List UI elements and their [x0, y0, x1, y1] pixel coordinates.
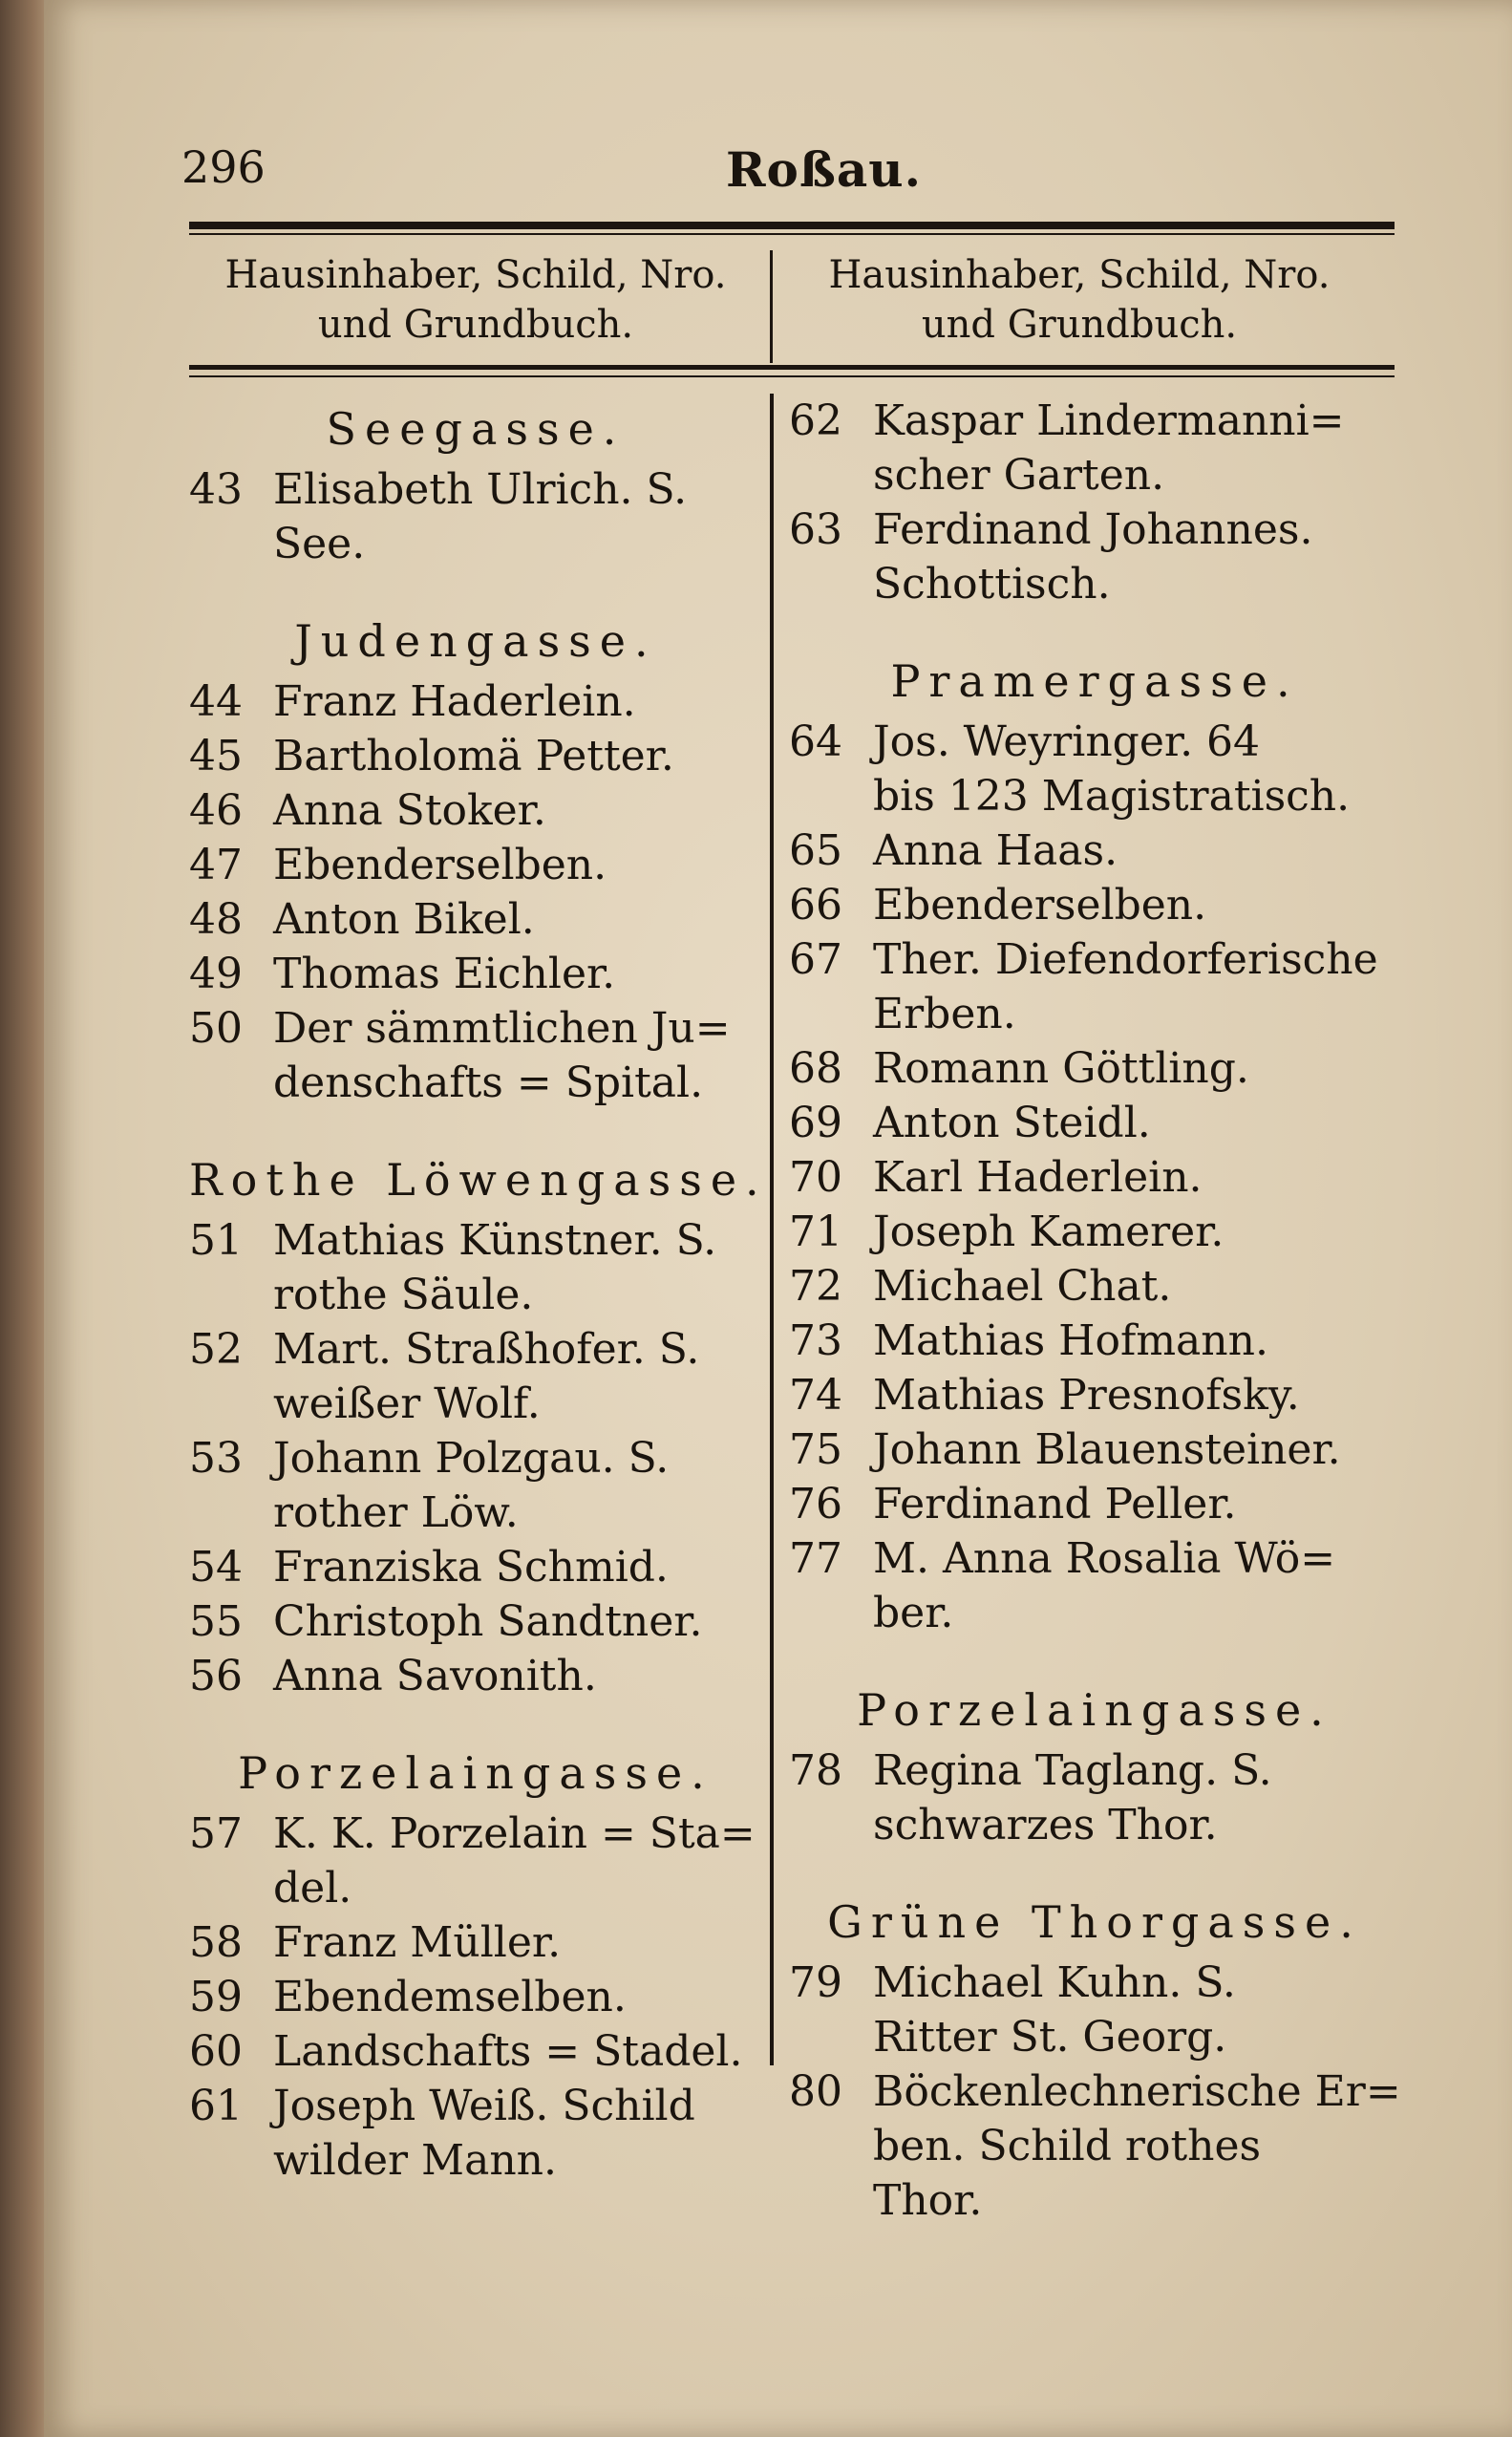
entry-text-line: weißer Wolf. [273, 1379, 541, 1428]
entry-text-line: Mart. Straßhofer. S. [273, 1325, 700, 1374]
top-rule [189, 222, 1395, 229]
house-number: 69 [789, 1099, 842, 1147]
entry-text-line: Jos. Weyringer. 64 [873, 717, 1261, 766]
header-rule-thin [189, 375, 1395, 377]
entry-text-line: Regina Taglang. S. [873, 1746, 1272, 1795]
house-number: 57 [189, 1809, 243, 1858]
entry-text-line: Ebendemselben. [273, 1973, 627, 2021]
running-head: Roßau. [726, 141, 923, 198]
entry-text-line: Ther. Diefendorferische [873, 935, 1378, 984]
house-entry [189, 1213, 762, 1322]
house-entry [189, 1431, 762, 1540]
spacer [789, 611, 1400, 646]
column-header-line: und Grundbuch. [317, 303, 634, 347]
house-number: 61 [189, 2082, 243, 2130]
entry-text-line: schwarzes Thor. [873, 1801, 1218, 1849]
entry-text-line: Christoph Sandtner. [273, 1597, 703, 1646]
house-entry [789, 1314, 1400, 1368]
entry-text-line: Schottisch. [873, 560, 1111, 609]
entry-text-line: Elisabeth Ulrich. S. [273, 465, 688, 514]
house-number: 56 [189, 1652, 243, 1700]
entry-text-line: Ebenderselben. [273, 841, 607, 889]
house-entry [189, 1806, 762, 1915]
house-number: 50 [189, 1004, 243, 1053]
house-number: 80 [789, 2067, 842, 2116]
house-entry [789, 1368, 1400, 1422]
house-number: 65 [789, 826, 842, 875]
house-number: 70 [789, 1153, 842, 1202]
house-entry [189, 2024, 762, 2079]
house-number: 53 [189, 1434, 243, 1483]
header-divider [770, 250, 773, 363]
house-entry [189, 1540, 762, 1594]
street-heading: Grüne Thorgasse. [827, 1896, 1362, 1948]
street-heading: Judengasse. [294, 615, 657, 667]
entry-text-line: Mathias Presnofsky. [873, 1371, 1300, 1420]
house-number: 47 [189, 841, 243, 889]
house-number: 64 [789, 717, 842, 766]
house-number: 75 [789, 1425, 842, 1474]
entry-text-line: rother Löw. [273, 1488, 519, 1537]
house-entry [189, 1649, 762, 1703]
house-entry [189, 1001, 762, 1110]
house-number: 67 [789, 935, 842, 984]
house-number: 49 [189, 950, 243, 998]
entry-text-line: Kaspar Lindermanni= [873, 396, 1345, 445]
entry-text-line: Franz Haderlein. [273, 677, 636, 726]
street-heading: Rothe Löwengasse. [189, 1154, 768, 1206]
entry-text-line: Thomas Eichler. [273, 950, 616, 998]
entry-text-line: M. Anna Rosalia Wö= [873, 1534, 1336, 1583]
house-number: 51 [189, 1216, 243, 1265]
house-entry [789, 394, 1400, 502]
entry-text-line: del. [273, 1864, 352, 1913]
house-entry [189, 783, 762, 838]
house-entry [189, 1915, 762, 1970]
house-number: 76 [789, 1480, 842, 1528]
entry-text-line: See. [273, 520, 366, 568]
entry-text-line: Mathias Künstner. S. [273, 1216, 717, 1265]
column-header-line: und Grundbuch. [921, 303, 1238, 347]
house-number: 59 [189, 1973, 243, 2021]
house-entry [189, 462, 762, 571]
entry-text-line: bis 123 Magistratisch. [873, 772, 1351, 821]
house-entry [189, 947, 762, 1001]
column-header-left [189, 250, 762, 350]
house-number: 44 [189, 677, 243, 726]
house-number: 62 [789, 396, 842, 445]
house-entry [189, 1594, 762, 1649]
entry-text-line: Johann Polzgau. S. [273, 1434, 670, 1483]
spacer [189, 1110, 762, 1144]
house-number: 54 [189, 1543, 243, 1592]
entry-text-line: Karl Haderlein. [873, 1153, 1203, 1202]
spacer [789, 1852, 1400, 1887]
entry-text-line: scher Garten. [873, 451, 1165, 500]
house-number: 63 [789, 505, 842, 554]
right-column [789, 394, 1400, 2228]
entry-text-line: Anton Steidl. [873, 1099, 1151, 1147]
entry-text-line: Erben. [873, 990, 1016, 1038]
entry-text-line: Ebenderselben. [873, 881, 1207, 930]
page-number: 296 [181, 141, 266, 193]
house-entry [789, 1041, 1400, 1096]
entry-text-line: Romann Göttling. [873, 1044, 1249, 1093]
entry-text-line: rothe Säule. [273, 1271, 534, 1319]
house-entry [789, 2064, 1400, 2228]
house-number: 78 [789, 1746, 842, 1795]
house-number: 73 [789, 1316, 842, 1365]
entry-text-line: Ferdinand Peller. [873, 1480, 1237, 1528]
house-number: 48 [189, 895, 243, 944]
entry-text-line: Ritter St. Georg. [873, 2013, 1227, 2062]
house-entry [789, 1205, 1400, 1259]
entry-text-line: Anna Haas. [873, 826, 1118, 875]
entry-text-line: Joseph Weiß. Schild [273, 2082, 695, 2130]
house-entry [189, 2079, 762, 2188]
entry-text-line: Anna Stoker. [273, 786, 546, 835]
house-number: 77 [789, 1534, 842, 1583]
house-number: 46 [189, 786, 243, 835]
house-number: 55 [189, 1597, 243, 1646]
entry-text-line: Johann Blauensteiner. [873, 1425, 1341, 1474]
entry-text-line: Ferdinand Johannes. [873, 505, 1313, 554]
house-entry [189, 1970, 762, 2024]
house-number: 58 [189, 1918, 243, 1967]
street-heading: Porzelaingasse. [857, 1684, 1332, 1736]
house-entry [789, 1422, 1400, 1477]
entry-text-line: Michael Kuhn. S. [873, 1958, 1236, 2007]
entry-text-line: Bartholomä Petter. [273, 732, 674, 780]
house-number: 72 [789, 1262, 842, 1311]
house-entry [189, 674, 762, 729]
house-entry [789, 1150, 1400, 1205]
house-number: 74 [789, 1371, 842, 1420]
house-entry [789, 1096, 1400, 1150]
entry-text-line: Böckenlechnerische Er= [873, 2067, 1401, 2116]
entry-text-line: ber. [873, 1589, 954, 1637]
entry-text-line: ben. Schild rothes [873, 2122, 1262, 2170]
entry-text-line: Landschafts = Stadel. [273, 2027, 743, 2076]
entry-text-line: denschafts = Spital. [273, 1058, 704, 1107]
house-entry [189, 892, 762, 947]
street-heading: Seegasse. [326, 403, 626, 455]
house-entry [189, 1322, 762, 1431]
entry-text-line: Michael Chat. [873, 1262, 1172, 1311]
entry-text-line: Der sämmtlichen Ju= [273, 1004, 731, 1053]
entry-text-line: Joseph Kamerer. [873, 1208, 1225, 1256]
house-entry [789, 715, 1400, 823]
left-column [189, 394, 768, 2188]
house-entry [789, 502, 1400, 611]
house-entry [789, 1477, 1400, 1531]
column-divider [770, 394, 774, 2065]
house-entry [789, 823, 1400, 878]
entry-text-line: Franziska Schmid. [273, 1543, 669, 1592]
house-number: 66 [789, 881, 842, 930]
entry-text-line: Anton Bikel. [273, 895, 535, 944]
house-entry [789, 878, 1400, 932]
house-number: 52 [189, 1325, 243, 1374]
spacer [189, 1703, 762, 1738]
spacer [189, 571, 762, 606]
house-entry [189, 838, 762, 892]
top-rule-thin [189, 233, 1395, 235]
house-entry [189, 729, 762, 783]
street-heading: Porzelaingasse. [238, 1747, 713, 1799]
house-entry [789, 1259, 1400, 1314]
house-number: 71 [789, 1208, 842, 1256]
column-header-line: Hausinhaber, Schild, Nro. [828, 253, 1331, 297]
header-rule [189, 365, 1395, 370]
house-number: 68 [789, 1044, 842, 1093]
entry-text-line: Thor. [873, 2176, 983, 2225]
entry-text-line: Mathias Hofmann. [873, 1316, 1268, 1365]
house-entry [789, 932, 1400, 1041]
house-number: 60 [189, 2027, 243, 2076]
entry-text-line: wilder Mann. [273, 2136, 557, 2185]
house-entry [789, 1743, 1400, 1852]
house-number: 43 [189, 465, 243, 514]
house-entry [789, 1956, 1400, 2064]
entry-text-line: Franz Müller. [273, 1918, 562, 1967]
column-header-line: Hausinhaber, Schild, Nro. [224, 253, 727, 297]
entry-text-line: Anna Savonith. [273, 1652, 597, 1700]
column-header-right [793, 250, 1366, 350]
spacer [789, 1640, 1400, 1675]
house-number: 45 [189, 732, 243, 780]
house-entry [789, 1531, 1400, 1640]
entry-text-line: K. K. Porzelain = Sta= [273, 1809, 756, 1858]
street-heading: Pramergasse. [890, 655, 1299, 707]
house-number: 79 [789, 1958, 842, 2007]
